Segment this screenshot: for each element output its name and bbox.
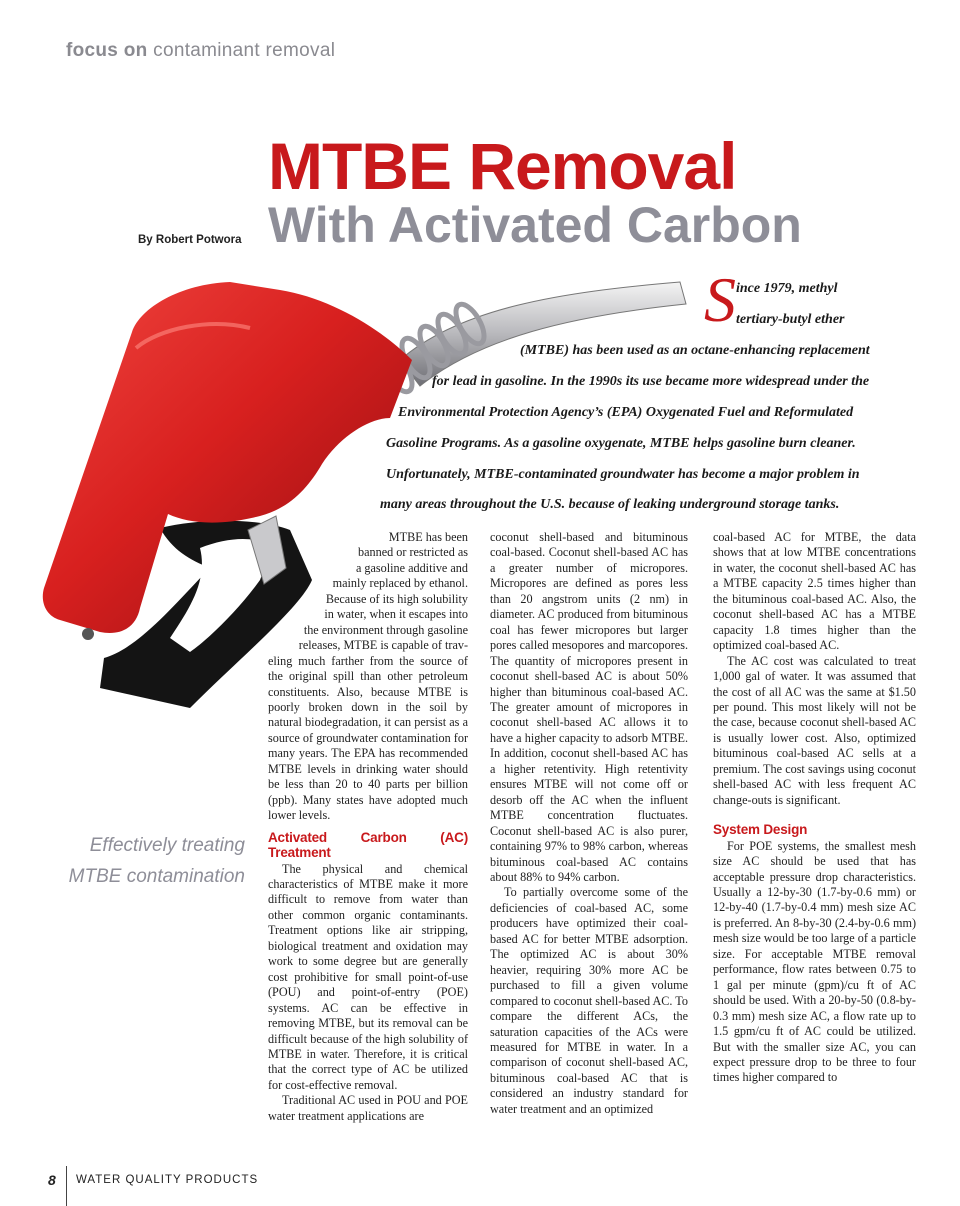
section-label-bold: focus on [66, 40, 148, 61]
intro-line-5: Environmental Protection Agency’s (EPA) Oxygenated Fuel and Reformulated [398, 405, 854, 420]
section-label [66, 40, 335, 62]
wrap-line: a gasoline additive and [355, 560, 468, 575]
wrap-line: releases, MTBE is capable of trav- [298, 638, 468, 653]
page-number: 8 [48, 1172, 56, 1188]
wrap-line: banned or restricted as [358, 545, 468, 560]
pull-quote-line-2: MTBE contamination [68, 866, 245, 887]
intro-line-8: many areas throughout the U.S. because of leaking underground storage tanks. [380, 497, 840, 512]
paragraph: Traditional AC used in POU and POE water treatment applications are [268, 1093, 468, 1123]
paragraph: To partially overcome some of the deficiencies of coal-based AC, some producers have optimized their coal-based AC for better MTBE adsorption. The optimized AC is about 30% heavier, requiring 30% more AC be purchased to fill a given volume compared to coconut shell-based AC. To compare the different ACs, the saturation capacities of the ACs were measured for MTBE in water. In a comparison of coconut shell-based AC, bituminous coal-based AC that is considered an industry standard for water treatment and an optimized [490, 885, 688, 1116]
intro-line-3: (MTBE) has been used as an octane-enhancing replacement [520, 343, 870, 358]
column-2 [490, 530, 688, 1117]
wrap-line: Because of its high solubility [325, 591, 468, 606]
paragraph: eling much farther from the source of the original spill than other petroleum constituents. Also, because MTBE is poorly broken down in the soil by natural biodegradation, it can persist as a source of groundwater contamination for many years. The EPA has recommended MTBE levels in drinking water should be less than 20 to 40 parts per billion (ppb). Many states have adopted much lower levels. [268, 653, 468, 823]
column-1-wrap [228, 530, 468, 654]
article-subtitle: With Activated Carbon [268, 197, 802, 253]
paragraph: coconut shell-based and bituminous coal-based. Coconut shell-based AC has a greater number of micropores. Micropores are defined as pores less than 20 angstrom units (2 nm) in diameter. AC produced from bituminous coal has fewer micropores but larger pores called mesopores and marcopores. The quantity of micropores present in coconut shell-based AC is about 50% higher than bituminous coal-based AC. The greater amount of micropores in coconut shell-based AC allows it to have a higher capacity to adsorb MTBE. In addition, coconut shell-based AC has a higher retentivity. High retentivity ensures MTBE will not come off or desorb off the AC when the influent MTBE concentration fluctuates. Coconut shell-based AC is also purer, containing 97% to 98% carbon, whereas bituminous coal-based AC contains about 88% to 94% carbon. [490, 530, 688, 884]
drop-cap: S [704, 264, 736, 335]
intro-line-6: Gasoline Programs. As a gasoline oxygenate, MTBE helps gasoline burn cleaner. [386, 436, 856, 451]
paragraph: The physical and chemical characteristics of MTBE make it more difficult to remove from water than other common organic contaminants. Treatment options like air stripping, biological treatment and oxidation may work to some degree but are generally cost prohibitive for small point-of-use (POU) and point-of-entry (POE) systems. AC can be effective in removing MTBE, but its removal can be difficult because of the high solubility of MTBE in water. Therefore, it is critical that the correct type of AC be utilized for cost-effective removal. [268, 861, 468, 1092]
column-1 [268, 530, 468, 1124]
section-heading: Activated Carbon (AC) Treatment [268, 829, 468, 861]
intro-line-7: Unfortunately, MTBE-contaminated groundwater has become a major problem in [386, 467, 860, 482]
article-title: MTBE Removal [268, 129, 737, 203]
paragraph: The AC cost was calculated to treat 1,000 gal of water. It was assumed that the cost of all AC was the same at $1.50 per pound. This most likely will not be the case, because coconut shell-based AC is usually lower cost. Also, optimized bituminous coal-based AC sells at a premium. The cost savings using coconut shell-based AC with less frequent AC change-outs is significant. [713, 653, 916, 807]
magazine-name: WATER QUALITY PRODUCTS [76, 1174, 259, 1186]
wrap-line: mainly replaced by ethanol. [332, 576, 468, 591]
pull-quote [40, 830, 245, 892]
intro-line-4: for lead in gasoline. In the 1990s its use became more widespread under the [432, 374, 870, 389]
column-3 [713, 530, 916, 1086]
footer-divider [66, 1166, 67, 1206]
wrap-line: in water, when it escapes into [324, 607, 468, 622]
wrap-line: the environment through gasoline [303, 622, 468, 637]
intro-line-2: tertiary-butyl ether [736, 312, 845, 327]
byline: By Robert Potwora [138, 234, 242, 246]
wrap-line: MTBE has been [388, 530, 468, 544]
section-label-rest: contaminant removal [153, 40, 336, 61]
intro-line-1: ince 1979, methyl [736, 281, 838, 296]
section-heading: System Design [713, 822, 808, 838]
pull-quote-line-1: Effectively treating [89, 835, 245, 856]
paragraph: coal-based AC for MTBE, the data shows that at low MTBE concentrations in water, the coconut shell-based AC has a MTBE capacity 2.5 times higher than the bituminous coal-based AC. Also, the coconut shell-based AC has a MTBE capacity 1.8 times higher than the optimized coal-based AC. [713, 530, 916, 653]
paragraph: For POE systems, the smallest mesh size AC should be used that has acceptable pressure drop characteristics. Usually a 12-by-30 (1.7-by-0.6 mm) or 12-by-40 (1.7-by-0.4 mm) mesh size AC is preferred. An 8-by-30 (2.4-by-0.6 mm) mesh size would be too large of a particle size. For acceptable MTBE removal performance, flow rates between 0.75 to 1 gal per minute (gpm)/cu ft of AC should be used. With a 20-by-50 (0.8-by-0.3 mm) mesh size AC, a flow rate up to 1.5 gpm/cu ft of AC could be utilized. But with the smaller size AC, you can expect pressure drop to be three to four times higher compared to [713, 838, 916, 1085]
